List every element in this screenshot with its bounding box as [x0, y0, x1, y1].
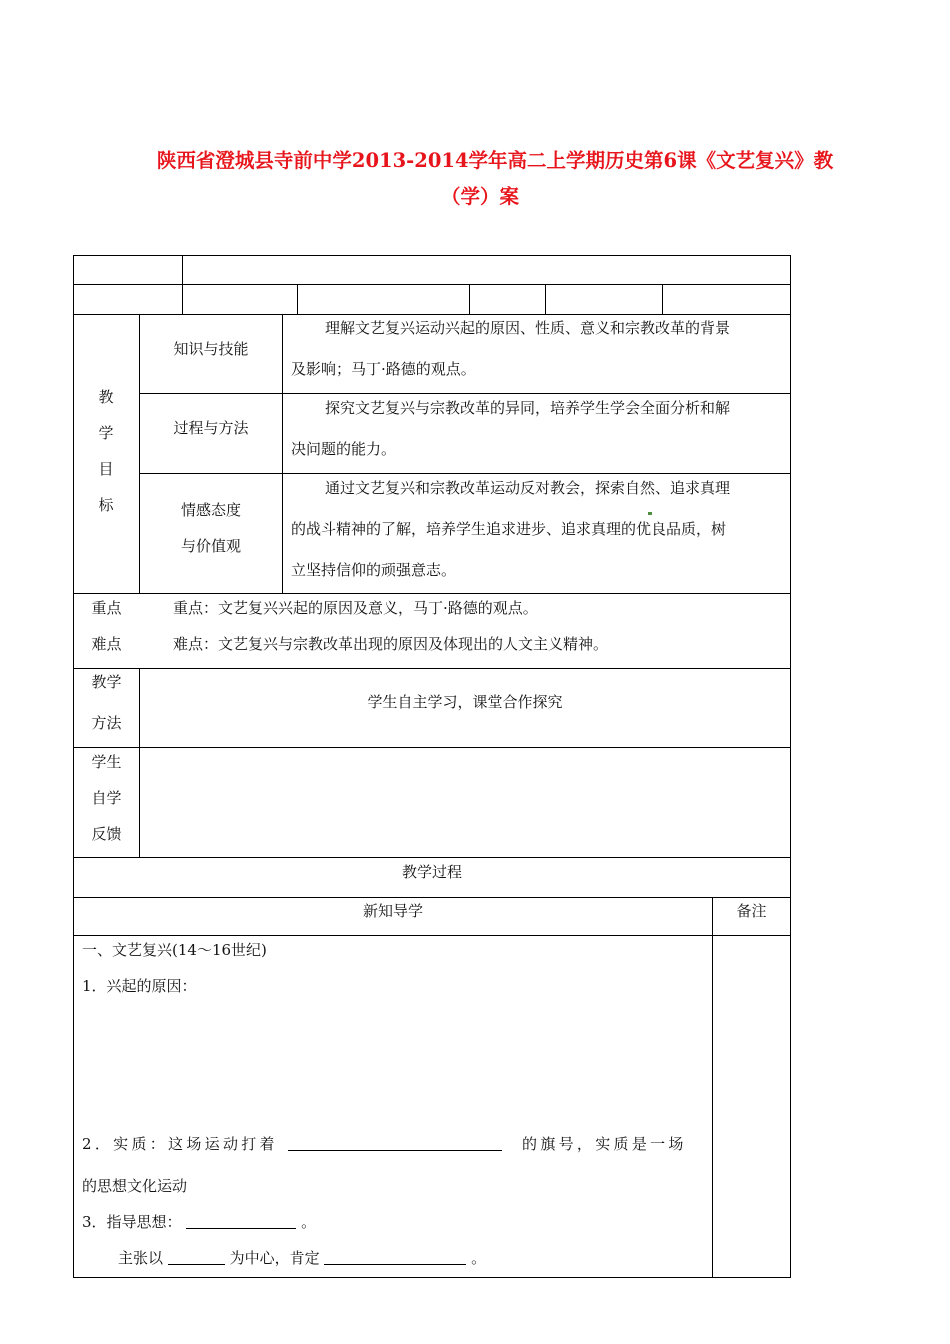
- feedback-label-1: 学生: [91, 753, 122, 771]
- keypoints-important: 重点：文艺复兴兴起的原因及意义，马丁·路德的观点。: [173, 599, 538, 617]
- item-2-suffix: 的旗号，实质是一场: [522, 1135, 687, 1153]
- goals-label-char-1: 教: [98, 388, 114, 406]
- goal-attitude-label-1: 情感态度: [180, 501, 241, 519]
- item-4-middle: 为中心，肯定: [229, 1249, 320, 1267]
- method-text: 学生自主学习，课堂合作探究: [367, 693, 563, 711]
- keypoints-label-2: 难点: [91, 635, 122, 653]
- item-1-causes: 1．兴起的原因：: [82, 977, 197, 995]
- process-header: 教学过程: [401, 863, 462, 881]
- stray-mark: [648, 512, 652, 515]
- goal-knowledge-line-1: 理解文艺复兴运动兴起的原因、性质、意义和宗教改革的背景: [325, 319, 731, 337]
- title-line-1: 陕西省澄城县寺前中学2013-2014学年高二上学期历史第6课《文艺复兴》教: [156, 149, 834, 172]
- item-4-advocacy: [118, 1248, 486, 1268]
- goals-label-char-4: 标: [98, 496, 114, 514]
- item-3-ideology: [82, 1212, 316, 1232]
- method-label-2: 方法: [91, 714, 122, 732]
- goal-attitude-line-3: 立坚持信仰的顽强意志。: [291, 561, 457, 579]
- goal-attitude-label-2: 与价值观: [180, 537, 241, 555]
- goals-label-char-2: 学: [98, 424, 114, 442]
- goal-attitude-line-2: 的战斗精神的了解，培养学生追求进步、追求真理的优良品质，树: [291, 520, 727, 538]
- goal-process-label: 过程与方法: [173, 419, 249, 437]
- item-2-blank-banner[interactable]: [288, 1134, 502, 1151]
- item-4-prefix: 主张以: [118, 1249, 164, 1267]
- process-col-notes: 备注: [736, 902, 767, 920]
- goals-label-char-3: 目: [98, 460, 114, 478]
- goal-process-line-2: 决问题的能力。: [291, 440, 397, 458]
- item-2-essence: [82, 1134, 687, 1154]
- item-4-blank-center[interactable]: [168, 1248, 225, 1265]
- goals-label: [94, 386, 118, 530]
- goal-attitude-line-1: 通过文艺复兴和宗教改革运动反对教会，探索自然、追求真理: [325, 479, 731, 497]
- feedback-label-3: 反馈: [91, 825, 122, 843]
- keypoints-difficult: 难点：文艺复兴与宗教改革出现的原因及体现出的人文主义精神。: [173, 635, 609, 653]
- goal-process-line-1: 探究文艺复兴与宗教改革的异同，培养学生学会全面分析和解: [325, 399, 731, 417]
- item-4-suffix: 。: [471, 1249, 487, 1267]
- item-2-line-2: 的思想文化运动: [82, 1177, 188, 1195]
- keypoints-label-1: 重点: [91, 599, 122, 617]
- goal-knowledge-line-2: 及影响；马丁·路德的观点。: [291, 360, 476, 378]
- method-label-1: 教学: [91, 673, 122, 691]
- document-title: [0, 143, 950, 215]
- item-3-blank[interactable]: [186, 1212, 296, 1229]
- item-2-prefix: 2．实质：这场运动打着: [82, 1135, 278, 1153]
- process-col-main: 新知导学: [362, 902, 423, 920]
- title-line-2: （学）案: [440, 185, 519, 208]
- item-4-blank-affirm[interactable]: [324, 1248, 466, 1265]
- section-renaissance-title: 一、文艺复兴(14～16世纪): [82, 941, 267, 959]
- goal-knowledge-label: 知识与技能: [173, 340, 249, 358]
- feedback-label-2: 自学: [91, 789, 122, 807]
- item-3-suffix: 。: [301, 1213, 317, 1231]
- item-3-prefix: 3．指导思想：: [82, 1213, 182, 1231]
